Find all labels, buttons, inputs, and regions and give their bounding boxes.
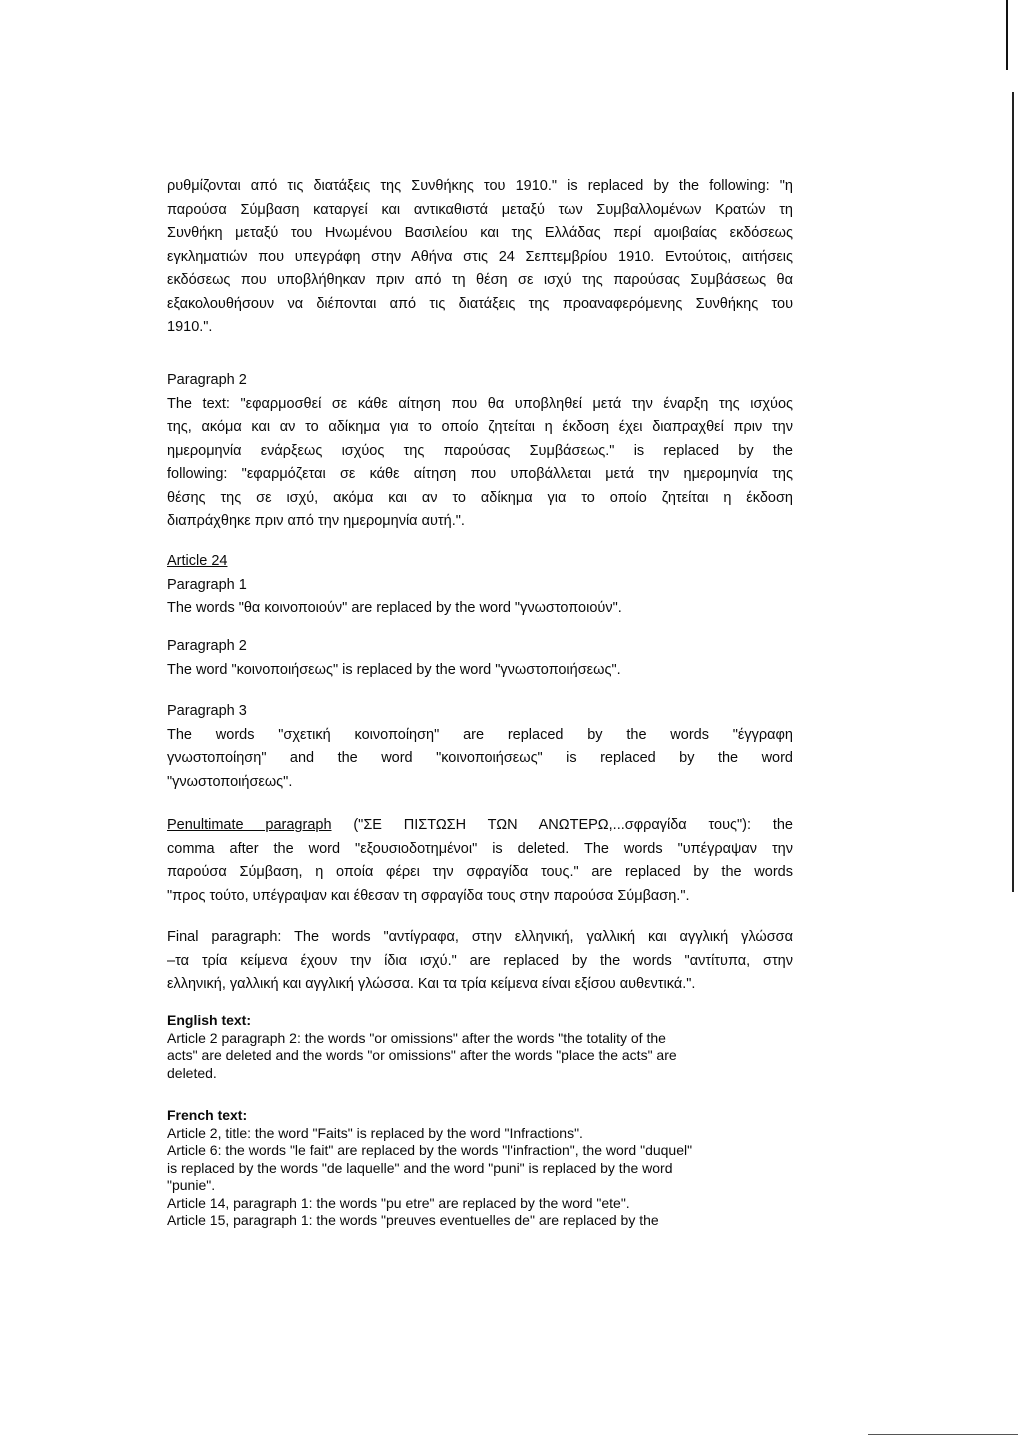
- section-heading: Paragraph 3: [167, 703, 247, 719]
- text-line: 1910.".: [167, 319, 213, 335]
- text-line: Article 15, paragraph 1: the words "preuves eventuelles de" are replaced by the: [167, 1212, 659, 1228]
- article-24-paragraph-3: [167, 700, 793, 794]
- text-line: διαπράχθηκε πριν από την ημερομηνία αυτή.".: [167, 513, 465, 529]
- text-line: –τα τρία κείμενα έχουν την ίδια ισχύ." are replaced by the words "αντίτυπα, στην: [167, 952, 793, 969]
- text-line: comma after the word "εξουσιοδοτημένοι" is deleted. The words "υπέγραψαν την: [167, 840, 793, 857]
- section-heading: Paragraph 2: [167, 372, 247, 388]
- penultimate-rest: ("ΣΕ ΠΙΣΤΩΣΗ ΤΩΝ ΑΝΩΤΕΡΩ,...σφραγίδα τους"): the: [331, 817, 793, 833]
- section-heading: Paragraph 2: [167, 638, 247, 654]
- scan-edge-line: [1012, 92, 1014, 892]
- text-line: The words "θα κοινοποιούν" are replaced by the word "γνωστοποιούν".: [167, 600, 622, 616]
- paragraph-2-section: [167, 369, 793, 534]
- text-line: Συνθήκη μεταξύ του Ηνωμένου Βασιλείου και της Ελλάδας περί αμοιβαίας εκδόσεως: [167, 225, 793, 241]
- section-heading: Paragraph 1: [167, 576, 247, 593]
- text-line: The word "κοινοποιήσεως" is replaced by the word "γνωστοποιήσεως".: [167, 661, 621, 678]
- section-heading: French text:: [167, 1107, 248, 1123]
- text-line: Article 2, title: the word "Faits" is replaced by the word "Infractions".: [167, 1124, 583, 1141]
- article-24-paragraph-2: [167, 635, 793, 682]
- text-line: Article 6: the words "le fait" are replaced by the words "l'infraction", the word "duquel": [167, 1142, 693, 1158]
- article-24-section: [167, 550, 793, 621]
- footer-rule: [868, 1434, 1018, 1435]
- top-passage: [167, 175, 793, 340]
- text-line: Final paragraph: The words "αντίγραφα, στην ελληνική, γαλλική και αγγλική γλώσσα: [167, 929, 793, 945]
- text-line: εγκληματιών που υπεγράφη στην Αθήνα στις 24 Σεπτεμβρίου 1910. Εντούτοις, αιτήσεις: [167, 248, 793, 265]
- penultimate-paragraph-section: [167, 814, 793, 908]
- text-line: γνωστοποίηση" and the word "κοινοποιήσεως" is replaced by the word: [167, 750, 793, 766]
- text-line: following: "εφαρμόζεται σε κάθε αίτηση που υποβάλλεται μετά την ημερομηνία της: [167, 466, 793, 482]
- text-line: acts" are deleted and the words "or omissions" after the words "place the acts" are: [167, 1047, 677, 1063]
- penultimate-label: Penultimate paragraph: [167, 817, 332, 833]
- text-line: ημερομηνία ενάρξεως ισχύος της παρούσας Συμβάσεως." is replaced by the: [167, 442, 793, 459]
- section-heading: English text:: [167, 1012, 252, 1028]
- text-line: παρούσα Σύμβαση καταργεί και αντικαθιστά μεταξύ των Συμβαλλομένων Κρατών τη: [167, 201, 793, 218]
- text-line: deleted.: [167, 1064, 217, 1081]
- text-line: is replaced by the words "de laquelle" and the word "puni" is replaced by the word: [167, 1159, 673, 1176]
- text-line: Article 14, paragraph 1: the words "pu etre" are replaced by the word "ete".: [167, 1194, 630, 1211]
- text-line: "γνωστοποιήσεως".: [167, 773, 293, 790]
- french-text-section: [167, 1107, 793, 1230]
- text-line: Article 2 paragraph 2: the words "or omissions" after the words "the totality of the: [167, 1029, 666, 1046]
- text-line: της, ακόμα και αν το αδίκημα για το οποίο ζητείται η έκδοση έχει διαπραχθεί πριν την: [167, 419, 793, 435]
- english-text-section: [167, 1012, 793, 1082]
- text-line: The text: "εφαρμοσθεί σε κάθε αίτηση που θα υποβληθεί μετά την έναρξη της ισχύος: [167, 395, 793, 412]
- text-line: εξακολουθήσουν να διέπονται από τις διατάξεις της προαναφερόμενης Συνθήκης του: [167, 295, 793, 312]
- text-line: ρυθμίζονται από τις διατάξεις της Συνθήκης του 1910." is replaced by the following: "η: [167, 178, 793, 194]
- text-line: The words "σχετική κοινοποίηση" are replaced by the words "έγγραφη: [167, 726, 793, 743]
- text-line: [167, 814, 793, 838]
- text-line: εκδόσεως που υποβλήθηκαν πριν από τη θέση σε ισχύ της παρούσας Συμβάσεως θα: [167, 272, 793, 288]
- article-title: Article 24: [167, 553, 228, 569]
- text-line: "προς τούτο, υπέγραψαν και έθεσαν τη σφραγίδα τους στην παρούσα Σύμβαση.".: [167, 887, 690, 904]
- text-line: "punie".: [167, 1177, 216, 1193]
- text-line: παρούσα Σύμβαση, η οποία φέρει την σφραγίδα τους." are replaced by the words: [167, 864, 793, 880]
- scan-edge-line-top: [1006, 0, 1008, 70]
- text-line: ελληνική, γαλλική και αγγλική γλώσσα. Και τα τρία κείμενα είναι εξίσου αυθεντικά.".: [167, 976, 696, 992]
- text-line: θέσης της σε ισχύ, ακόμα και αν το αδίκημα για το οποίο ζητείται η έκδοση: [167, 489, 793, 506]
- final-paragraph-section: [167, 926, 793, 997]
